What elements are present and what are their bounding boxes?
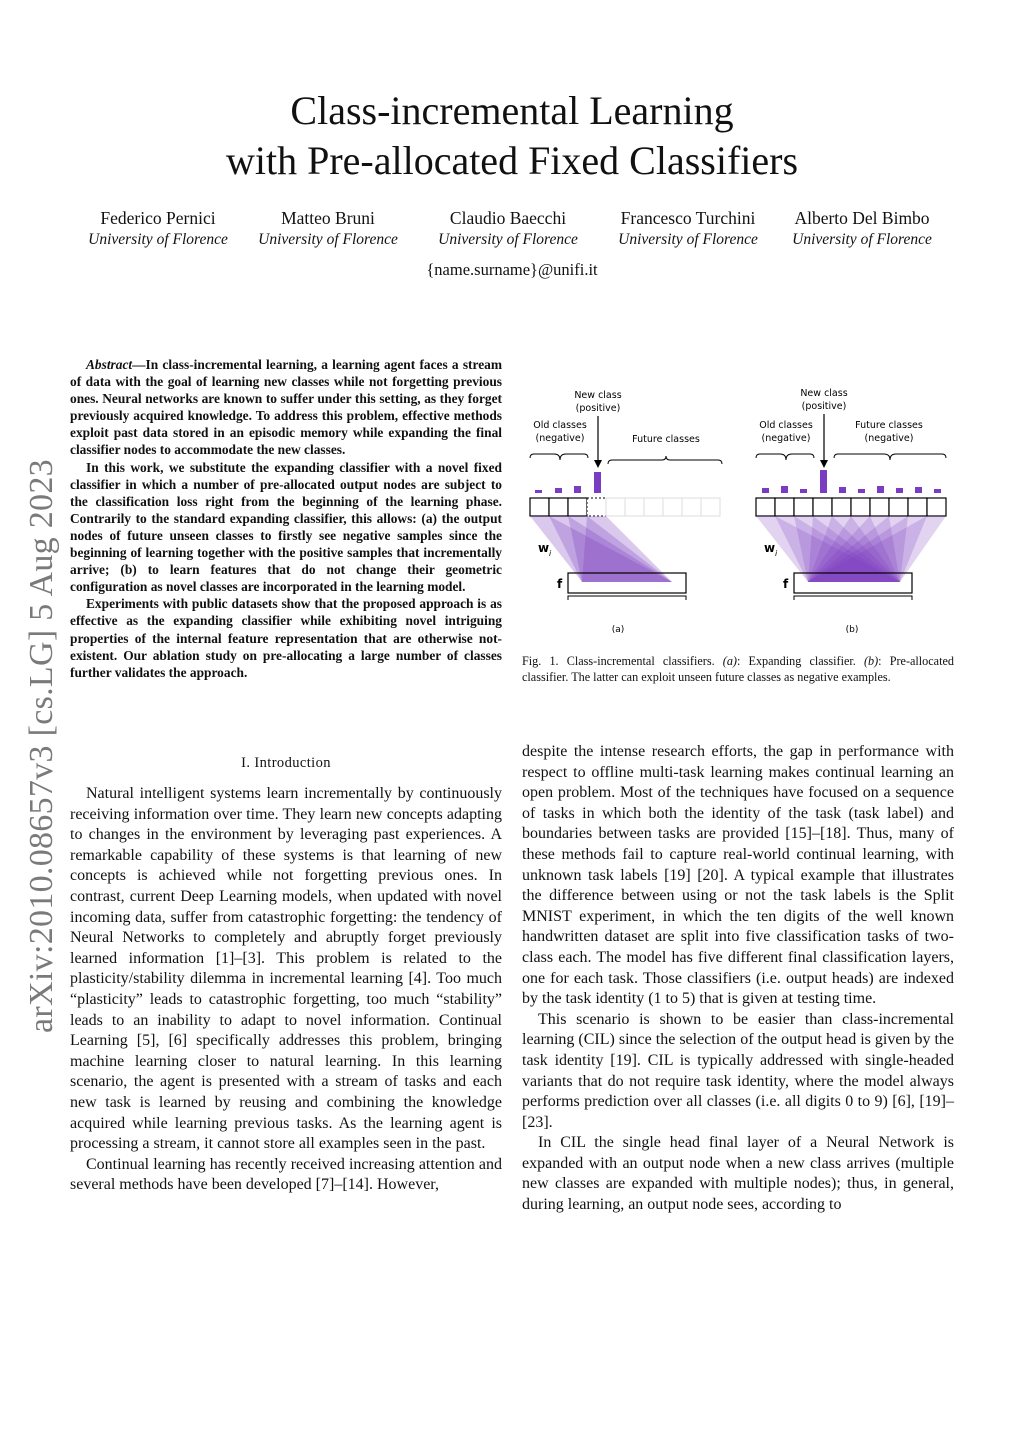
output-bar xyxy=(858,489,865,493)
future-classes-brace-icon xyxy=(834,454,946,460)
node xyxy=(756,498,775,516)
paper-title xyxy=(0,86,1024,186)
intro-paragraph-1: Natural intelligent systems learn incrementally by continuously receiving information over time. They learn new concepts adapting to changes in the environment by leveraging past experiences. A remarkable capability of these systems is that learning of new concepts is achieved while not forgetting previous ones. In contrast, current Deep Learning models, when updated with novel incoming data, suffer from catastrophic forgetting: the tendency of Neural Networks to completely and abruptly forget previously learned information [1]–[3]. This problem is related to the plasticity/stability dilemma in incremental learning [4]. Too much “plasticity” leads to catastrophic forgetting, too much “stability” leads to an inability to adapt to novel information. Continual Learning [5], [6] specifically addresses this problem, bringing machine learning closer to natural learning. In this learning scenario, the agent is presented with a stream of tasks and each new task is learned by reusing and combining the knowledge acquired while learning previous tasks. As the learning agent is processing a stream, it cannot store all examples seen in the past. xyxy=(70,785,502,1153)
arrow-head-icon xyxy=(820,460,828,468)
node-future xyxy=(606,498,625,516)
node-future xyxy=(682,498,701,516)
panel-a-label: (a) xyxy=(611,625,625,635)
author-2 xyxy=(240,207,416,251)
node xyxy=(908,498,927,516)
output-bar xyxy=(839,487,846,493)
weight-fan xyxy=(582,516,672,582)
author-affiliation: University of Florence xyxy=(438,231,578,248)
old-classes-sub: (negative) xyxy=(761,433,811,444)
weight-subscript: i xyxy=(775,549,778,558)
author-affiliation: University of Florence xyxy=(792,231,932,248)
output-bars xyxy=(535,472,601,493)
caption-a-text: : Expanding classifier. xyxy=(736,654,864,668)
abstract-lead: Abstract xyxy=(86,357,133,372)
intro-paragraph-2: Continual learning has recently received increasing attention and several methods have been developed [7]–[14]. However, xyxy=(70,1155,502,1194)
author-name: Claudio Baecchi xyxy=(449,208,567,228)
node-future xyxy=(625,498,644,516)
new-class-label: New class xyxy=(800,388,848,399)
future-classes-label: Future classes xyxy=(855,420,923,431)
old-classes-label: Old classes xyxy=(533,420,587,431)
abstract xyxy=(70,356,502,681)
caption-b-text: : Pre-allocated classifier. The latter can exploit unseen future classes as negative examples. xyxy=(522,654,954,684)
intro-right-paragraph-2: This scenario is shown to be easier than class-incremental learning (CIL) since the selection of the output head is given by the task identity [19]. CIL is typically addressed with single-headed variants that do not require task identity, where the model always performs prediction over all classes (i.e. all digits 0 to 9) [6], [19]–[23]. xyxy=(522,1010,954,1131)
new-class-label: New class xyxy=(574,390,622,401)
figure-caption xyxy=(522,654,954,685)
node xyxy=(832,498,851,516)
author-name: Federico Pernici xyxy=(100,208,216,228)
author-affiliation: University of Florence xyxy=(88,231,228,248)
classifier-nodes xyxy=(756,498,946,516)
abstract-paragraph-3: Experiments with public datasets show that the proposed approach is as effective as the expanding classifier while exhibiting novel intriguing properties of the internal feature representation that are otherwise not-existent. Our ablation study on pre-allocating a large number of classes further validates the approach. xyxy=(70,596,502,680)
weight-connections xyxy=(530,516,672,582)
feature-bracket-icon xyxy=(568,596,686,600)
panel-a xyxy=(530,390,722,635)
intro-right-column xyxy=(522,742,954,1216)
title-line-1: Class-incremental Learning xyxy=(290,88,734,133)
title-line-2: with Pre-allocated Fixed Classifiers xyxy=(225,138,799,183)
output-bar xyxy=(781,486,788,493)
intro-left-column xyxy=(70,784,502,1196)
new-class-sub: (positive) xyxy=(575,403,621,414)
output-bar xyxy=(896,488,903,493)
intro-right-paragraph-3: In CIL the single head final layer of a Neural Network is expanded with an output node when a new class arrives (multiple new classes are expanded with multiple nodes); thus, in general, during learning, an output node sees, according to xyxy=(522,1134,954,1214)
weight-connections xyxy=(756,516,946,582)
author-5 xyxy=(774,207,950,251)
node-old xyxy=(530,498,549,516)
caption-a-tag: (a) xyxy=(722,654,737,668)
weight-subscript: i xyxy=(549,549,552,558)
output-bar xyxy=(574,486,581,493)
abstract-paragraph-1 xyxy=(70,356,502,459)
intro-right-paragraph-1: despite the intense research efforts, the gap in performance with respect to offline multi-task learning makes continual learning an open problem. Most of the techniques have focused on a sequence of tasks in which both the identity of the task (task label) and boundaries between tasks are provided [15]–[18]. Thus, many of these methods fail to capture real-world continual learning, with unknown task labels [19] [20]. A typical example that illustrates the difference between using or not the task labels is the Split MNIST experiment, in which the ten digits of the well known handwritten dataset are split into five classification tasks of two-class each. The model has five different final classification layers, one for each task. Those classifiers (i.e. output heads) are indexed by the task identity (1 to 5) that is given at testing time. xyxy=(522,743,954,1008)
abstract-text-1: —In class-incremental learning, a learning agent faces a stream of data with the goal of learning new classes while not forgetting previous ones. Neural networks are known to suffer under this setting, as they forget previously acquired knowledge. To address this problem, effective methods exploit past data stored in an episodic memory while expanding the final classifier nodes to accommodate the new classes. xyxy=(70,357,502,458)
future-classes-brace-icon xyxy=(608,456,722,464)
output-bar xyxy=(555,488,562,493)
node-old xyxy=(568,498,587,516)
node-future xyxy=(663,498,682,516)
figure-1 xyxy=(522,380,954,640)
old-classes-label: Old classes xyxy=(759,420,813,431)
node-future xyxy=(701,498,720,516)
caption-prefix: Fig. 1. Class-incremental classifiers. xyxy=(522,654,723,668)
author-name: Francesco Turchini xyxy=(620,208,756,228)
old-classes-brace-icon xyxy=(756,454,814,460)
arxiv-identifier: arXiv:2010.08657v3 [cs.LG] 5 Aug 2023 xyxy=(23,459,60,1033)
future-classes-label: Future classes xyxy=(632,434,700,445)
output-bars xyxy=(762,470,941,493)
node xyxy=(889,498,908,516)
author-4 xyxy=(600,207,776,251)
future-classes-sub: (negative) xyxy=(864,433,914,444)
node xyxy=(813,498,832,516)
old-classes-sub: (negative) xyxy=(535,433,585,444)
abstract-paragraph-2: In this work, we substitute the expanding classifier with a novel fixed classifier in which a number of pre-allocated output nodes are subject to the classification loss right from the beginning of the learning phase. Contrarily to the standard expanding classifier, this allows: (a) the output nodes of future unseen classes to firstly see negative samples since the beginning of learning together with the positive samples that incrementally arrive; (b) to learn features that do not change their geometric configuration as novel classes are incorporated in the learning model. xyxy=(70,459,502,595)
author-name: Alberto Del Bimbo xyxy=(794,208,930,228)
feature-label: f xyxy=(557,577,563,591)
output-bar xyxy=(820,470,827,493)
node xyxy=(927,498,946,516)
node xyxy=(851,498,870,516)
output-bar xyxy=(594,472,601,493)
arrow-head-icon xyxy=(594,460,602,468)
classifier-nodes xyxy=(530,498,720,516)
output-bar xyxy=(877,486,884,493)
node xyxy=(794,498,813,516)
weight-label: w xyxy=(764,541,776,555)
output-bar xyxy=(915,487,922,493)
node xyxy=(775,498,794,516)
author-email: {name.surname}@unifi.it xyxy=(426,260,598,279)
caption-b-tag: (b) xyxy=(863,654,879,668)
new-class-sub: (positive) xyxy=(801,401,847,412)
output-bar xyxy=(800,489,807,493)
node-future xyxy=(644,498,663,516)
node-new xyxy=(587,498,606,516)
author-affiliation: University of Florence xyxy=(258,231,398,248)
author-1 xyxy=(70,207,246,251)
output-bar xyxy=(762,488,769,493)
weight-label: w xyxy=(538,541,550,555)
panel-b xyxy=(756,388,946,635)
node-old xyxy=(549,498,568,516)
author-name: Matteo Bruni xyxy=(281,208,375,228)
author-3 xyxy=(420,207,596,251)
node xyxy=(870,498,889,516)
old-classes-brace-icon xyxy=(530,454,588,460)
output-bar xyxy=(934,489,941,493)
output-bar xyxy=(535,490,542,493)
feature-label: f xyxy=(783,577,789,591)
author-affiliation: University of Florence xyxy=(618,231,758,248)
section-heading: I. Introduction xyxy=(241,755,331,771)
feature-bracket-icon xyxy=(794,596,912,600)
panel-b-label: (b) xyxy=(845,625,859,635)
